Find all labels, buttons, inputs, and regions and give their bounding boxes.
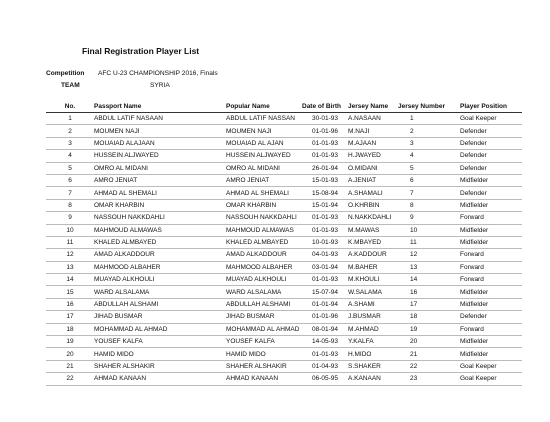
jersey-number: 11 [398, 236, 460, 248]
passport-name: MOUMEN NAJI [94, 125, 226, 137]
passport-name: MUAYAD ALKHOULI [94, 274, 226, 286]
date-of-birth: 01-01-93 [302, 150, 348, 162]
table-row [46, 286, 522, 298]
row-no: 4 [46, 150, 94, 162]
player-position: Midfielder [460, 199, 522, 211]
jersey-name: A.JENIAT [348, 174, 398, 186]
competition-label: Competition [46, 70, 85, 77]
player-position: Goal Keeper [460, 113, 522, 125]
date-of-birth: 15-01-93 [302, 174, 348, 186]
player-position: Defender [460, 137, 522, 149]
passport-name: AHMAD AL SHEMALI [94, 187, 226, 199]
jersey-number: 7 [398, 187, 460, 199]
passport-name: MAHMOOD ALBAHER [94, 261, 226, 273]
row-no: 19 [46, 336, 94, 348]
date-of-birth: 10-01-93 [302, 236, 348, 248]
passport-name: NASSOUH NAKKDAHLI [94, 212, 226, 224]
player-position: Midfielder [460, 298, 522, 310]
jersey-name: A.SHAMALI [348, 187, 398, 199]
table-row [46, 137, 522, 149]
jersey-number: 20 [398, 336, 460, 348]
document-title: Final Registration Player List [82, 46, 200, 56]
passport-name: HUSSEIN ALJWAYED [94, 150, 226, 162]
row-no: 7 [46, 187, 94, 199]
table-row [46, 125, 522, 137]
row-no: 22 [46, 373, 94, 385]
player-position: Defender [460, 162, 522, 174]
table-row [46, 199, 522, 211]
popular-name: AHMAD AL SHEMALI [226, 187, 302, 199]
jersey-number: 18 [398, 311, 460, 323]
table-row [46, 162, 522, 174]
jersey-name: M.AHMAD [348, 323, 398, 335]
player-position: Defender [460, 311, 522, 323]
competition-value: AFC U-23 CHAMPIONSHIP 2016, Finals [98, 70, 218, 77]
date-of-birth: 15-07-94 [302, 286, 348, 298]
jersey-name: A.KADDOUR [348, 249, 398, 261]
jersey-number: 1 [398, 113, 460, 125]
table-row [46, 348, 522, 360]
passport-name: YOUSEF KALFA [94, 336, 226, 348]
passport-name: OMRO AL MIDANI [94, 162, 226, 174]
jersey-name: O.MIDANI [348, 162, 398, 174]
popular-name: HUSSEIN ALJWAYED [226, 150, 302, 162]
jersey-name: M.NAJI [348, 125, 398, 137]
jersey-name: W.SALAMA [348, 286, 398, 298]
row-no: 3 [46, 137, 94, 149]
popular-name: MAHMOUD ALMAWAS [226, 224, 302, 236]
jersey-number: 10 [398, 224, 460, 236]
player-position: Forward [460, 249, 522, 261]
date-of-birth: 01-01-93 [302, 212, 348, 224]
player-position: Forward [460, 212, 522, 224]
player-position: Forward [460, 323, 522, 335]
jersey-number: 22 [398, 360, 460, 372]
jersey-number: 13 [398, 261, 460, 273]
jersey-number: 3 [398, 137, 460, 149]
row-no: 20 [46, 348, 94, 360]
passport-name: MAHMOUD ALMAWAS [94, 224, 226, 236]
player-position: Midfielder [460, 348, 522, 360]
row-no: 21 [46, 360, 94, 372]
popular-name: MOHAMMAD AL AHMAD [226, 323, 302, 335]
player-position: Midfielder [460, 236, 522, 248]
player-position: Forward [460, 274, 522, 286]
passport-name: HAMID MIDO [94, 348, 226, 360]
popular-name: AMRO JENIAT [226, 174, 302, 186]
table-row [46, 311, 522, 323]
jersey-name: A.SHAMI [348, 298, 398, 310]
date-of-birth: 01-01-93 [302, 348, 348, 360]
date-of-birth: 01-01-96 [302, 311, 348, 323]
date-of-birth: 03-01-94 [302, 261, 348, 273]
jersey-number: 8 [398, 199, 460, 211]
table-row [46, 150, 522, 162]
popular-name: SHAHER ALSHAKIR [226, 360, 302, 372]
table-row [46, 373, 522, 385]
jersey-number: 19 [398, 323, 460, 335]
player-position: Defender [460, 187, 522, 199]
table-row [46, 323, 522, 335]
table-row [46, 236, 522, 248]
row-no: 1 [46, 113, 94, 125]
popular-name: ABDUL LATIF NASSAN [226, 113, 302, 125]
table-row [46, 360, 522, 372]
jersey-number: 2 [398, 125, 460, 137]
jersey-name: A.NASAAN [348, 113, 398, 125]
jersey-name: S.SHAKER [348, 360, 398, 372]
jersey-number: 16 [398, 286, 460, 298]
row-no: 5 [46, 162, 94, 174]
header-no: No. [46, 101, 94, 113]
date-of-birth: 30-01-93 [302, 113, 348, 125]
passport-name: MOUAIAD ALAJAAN [94, 137, 226, 149]
popular-name: OMRO AL MIDANI [226, 162, 302, 174]
date-of-birth: 15-01-94 [302, 199, 348, 211]
passport-name: ABDULLAH ALSHAMI [94, 298, 226, 310]
passport-name: OMAR KHARBIN [94, 199, 226, 211]
date-of-birth: 14-05-93 [302, 336, 348, 348]
date-of-birth: 01-04-93 [302, 360, 348, 372]
jersey-name: K.MBAYED [348, 236, 398, 248]
date-of-birth: 01-01-94 [302, 298, 348, 310]
table-header-row [46, 101, 522, 113]
popular-name: AMAD ALKADDOUR [226, 249, 302, 261]
row-no: 8 [46, 199, 94, 211]
table-row [46, 113, 522, 125]
player-position: Midfielder [460, 224, 522, 236]
jersey-number: 17 [398, 298, 460, 310]
table-row [46, 224, 522, 236]
passport-name: AHMAD KANAAN [94, 373, 226, 385]
jersey-name: Y.KALFA [348, 336, 398, 348]
player-position: Midfielder [460, 336, 522, 348]
table-row [46, 212, 522, 224]
player-position: Midfielder [460, 174, 522, 186]
date-of-birth: 01-01-96 [302, 125, 348, 137]
date-of-birth: 15-08-94 [302, 187, 348, 199]
popular-name: ABDULLAH ALSHAMI [226, 298, 302, 310]
date-of-birth: 01-01-93 [302, 137, 348, 149]
row-no: 17 [46, 311, 94, 323]
jersey-number: 4 [398, 150, 460, 162]
player-position: Goal Keeper [460, 373, 522, 385]
passport-name: SHAHER ALSHAKIR [94, 360, 226, 372]
row-no: 13 [46, 261, 94, 273]
jersey-name: M.KHOULI [348, 274, 398, 286]
jersey-number: 9 [398, 212, 460, 224]
popular-name: MAHMOOD ALBAHER [226, 261, 302, 273]
row-no: 15 [46, 286, 94, 298]
passport-name: KHALED ALMBAYED [94, 236, 226, 248]
jersey-name: O.KHRBIN [348, 199, 398, 211]
row-no: 10 [46, 224, 94, 236]
table-row [46, 298, 522, 310]
jersey-name: H.MIDO [348, 348, 398, 360]
popular-name: AHMAD KANAAN [226, 373, 302, 385]
popular-name: YOUSEF KALFA [226, 336, 302, 348]
date-of-birth: 04-01-93 [302, 249, 348, 261]
jersey-name: M.MAWAS [348, 224, 398, 236]
row-no: 18 [46, 323, 94, 335]
table-row [46, 174, 522, 186]
player-position: Forward [460, 261, 522, 273]
row-no: 6 [46, 174, 94, 186]
passport-name: MOHAMMAD AL AHMAD [94, 323, 226, 335]
popular-name: NASSOUH NAKKDAHLI [226, 212, 302, 224]
jersey-name: H.JWAYED [348, 150, 398, 162]
passport-name: AMRO JENIAT [94, 174, 226, 186]
date-of-birth: 08-01-94 [302, 323, 348, 335]
jersey-name: M.BAHER [348, 261, 398, 273]
popular-name: MUAYAD ALKHOULI [226, 274, 302, 286]
row-no: 11 [46, 236, 94, 248]
jersey-name: N.NAKKDAHLI [348, 212, 398, 224]
table-row [46, 187, 522, 199]
team-value: SYRIA [150, 82, 170, 89]
team-label: TEAM [61, 82, 80, 89]
passport-name: ABDUL LATIF NASAAN [94, 113, 226, 125]
table-row [46, 261, 522, 273]
header-player-position: Player Position [460, 101, 522, 113]
table-row [46, 274, 522, 286]
jersey-name: A.KANAAN [348, 373, 398, 385]
jersey-number: 6 [398, 174, 460, 186]
player-position: Defender [460, 125, 522, 137]
jersey-number: 14 [398, 274, 460, 286]
row-no: 2 [46, 125, 94, 137]
header-date-of-birth: Date of Birth [302, 101, 348, 113]
popular-name: MOUMEN NAJI [226, 125, 302, 137]
popular-name: JIHAD BUSMAR [226, 311, 302, 323]
date-of-birth: 01-01-93 [302, 274, 348, 286]
player-table [46, 101, 522, 386]
passport-name: WARD ALSALAMA [94, 286, 226, 298]
jersey-name: J.BUSMAR [348, 311, 398, 323]
passport-name: JIHAD BUSMAR [94, 311, 226, 323]
jersey-number: 5 [398, 162, 460, 174]
header-jersey-name: Jersey Name [348, 101, 398, 113]
passport-name: AMAD ALKADDOUR [94, 249, 226, 261]
date-of-birth: 26-01-94 [302, 162, 348, 174]
player-position: Midfielder [460, 286, 522, 298]
date-of-birth: 01-01-93 [302, 224, 348, 236]
popular-name: WARD ALSALAMA [226, 286, 302, 298]
player-position: Goal Keeper [460, 360, 522, 372]
popular-name: KHALED ALMBAYED [226, 236, 302, 248]
jersey-number: 12 [398, 249, 460, 261]
table-body [46, 113, 522, 386]
row-no: 9 [46, 212, 94, 224]
header-jersey-number: Jersey Number [398, 101, 460, 113]
header-passport-name: Passport Name [94, 101, 226, 113]
player-position: Defender [460, 150, 522, 162]
row-no: 12 [46, 249, 94, 261]
jersey-name: M.AJAAN [348, 137, 398, 149]
popular-name: MOUAIAD AL AJAN [226, 137, 302, 149]
table-row [46, 249, 522, 261]
popular-name: OMAR KHARBIN [226, 199, 302, 211]
table-row [46, 336, 522, 348]
row-no: 14 [46, 274, 94, 286]
date-of-birth: 06-05-95 [302, 373, 348, 385]
jersey-number: 23 [398, 373, 460, 385]
jersey-number: 21 [398, 348, 460, 360]
popular-name: HAMID MIDO [226, 348, 302, 360]
header-popular-name: Popular Name [226, 101, 302, 113]
row-no: 16 [46, 298, 94, 310]
